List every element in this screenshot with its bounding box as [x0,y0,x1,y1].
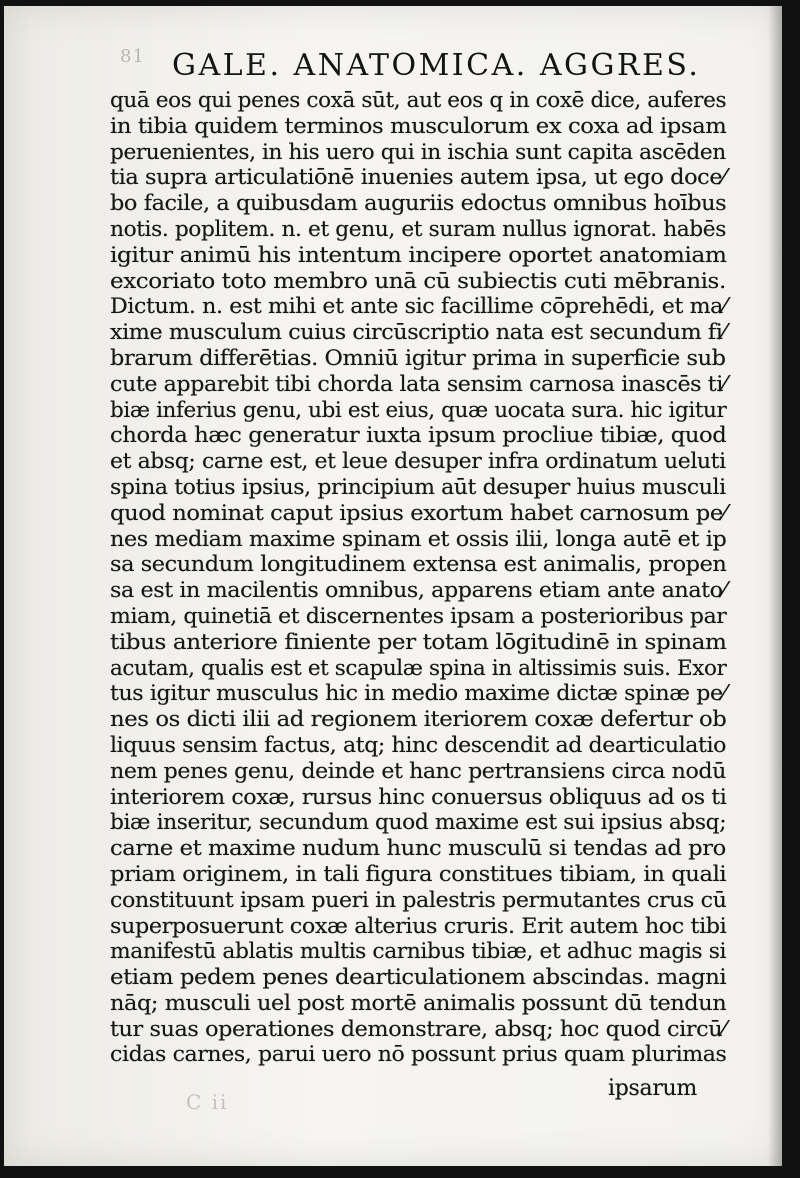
text-line: et absq; carne est, et leue desuper infra ordinatum ueluti [110,449,726,475]
text-line: etiam pedem penes dearticulationem abscindas. magni [110,965,727,991]
text-line: cidas carnes, parui uero nō possunt prius quam plurimas [110,1042,727,1068]
text-line: manifestū ablatis multis carnibus tibiæ, et adhuc magis si [110,939,727,965]
text-line: sa est in macilentis omnibus, apparens etiam ante anato⁄ [110,578,726,604]
text-line: Dictum. n. est mihi et ante sic facillime cōprehēdi, et ma⁄ [110,294,727,320]
text-line: brarum differētias. Omniū igitur prima in superficie sub [110,345,726,371]
text-line: priam originem, in tali figura constitues tibiam, in quali [110,861,727,887]
text-line: nes os dicti ilii ad regionem iteriorem coxæ defertur ob [110,707,727,733]
text-line: in tibia quidem terminos musculorum ex coxa ad ipsam [110,113,727,139]
text-line: liquus sensim factus, atq; hinc descendit ad dearticulatio [110,732,726,758]
text-line: superposuerunt coxæ alterius cruris. Erit autem hoc tibi [110,913,727,939]
book-page [4,6,782,1166]
text-line: peruenientes, in his uero qui in ischia sunt capita ascēden [110,139,726,165]
text-line: quā eos qui penes coxā sūt, aut eos q in coxē dice, auferes [110,88,727,113]
text-line: tia supra articulatiōnē inuenies autem ipsa, ut ego doce⁄ [110,165,726,191]
catchword: ipsarum [608,1076,697,1101]
folio-number: 81 [120,46,145,67]
text-line: biæ inferius genu, ubi est eius, quæ uocata sura. hic igitur [110,397,727,423]
text-line: biæ inseritur, secundum quod maxime est sui ipsius absq; [110,810,727,836]
text-line: nāq; musculi uel post mortē animalis possunt dū tendun [110,990,727,1016]
text-line: notis. poplitem. n. et genu, et suram nullus ignorat. habēs [110,216,726,242]
text-line: interiorem coxæ, rursus hinc conuersus obliquus ad os ti [110,784,727,810]
text-line: chorda hæc generatur iuxta ipsum procliue tibiæ, quod [110,423,727,449]
text-line: igitur animū his intentum incipere oportet anatomiam [110,242,727,268]
text-line: acutam, qualis est et scapulæ spina in altissimis suis. Exor [110,655,727,681]
text-line: quod nominat caput ipsius exortum habet carnosum pe⁄ [110,500,727,526]
page-edge-shadow [768,6,782,1166]
text-line: bo facile, a quibusdam auguriis edoctus omnibus hoībus [110,191,727,217]
running-head: GALE. ANATOMICA. AGGRES. [172,48,701,83]
text-line: sa secundum longitudinem extensa est animalis, propen [110,552,727,578]
signature-mark: C ii [186,1090,229,1114]
text-line: spina totius ipsius, principium aūt desuper huius musculi [110,474,726,500]
text-line: xime musculum cuius circūscriptio nata est secundum fi⁄ [110,320,726,346]
text-line: miam, quinetiā et discernentes ipsam a posterioribus par [110,603,727,629]
text-line: cute apparebit tibi chorda lata sensim carnosa inascēs ti⁄ [110,371,727,397]
text-line: carne et maxime nudum hunc musculū si tendas ad pro [110,836,726,862]
body-text-block [110,88,730,1068]
text-line: constituunt ipsam pueri in palestris permutantes crus cū [110,887,727,913]
text-line: tibus anteriore finiente per totam lōgitudinē in spinam [110,629,727,655]
text-line: excoriato toto membro unā cū subiectis cuti mēbranis. [110,268,726,294]
text-line: nem penes genu, deinde et hanc pertransiens circa nodū [110,758,726,784]
text-line: tur suas operationes demonstrare, absq; hoc quod circū⁄ [110,1016,726,1042]
text-line: nes mediam maxime spinam et ossis ilii, longa autē et ip [110,526,727,552]
text-line: tus igitur musculus hic in medio maxime dictæ spinæ pe⁄ [110,681,726,707]
